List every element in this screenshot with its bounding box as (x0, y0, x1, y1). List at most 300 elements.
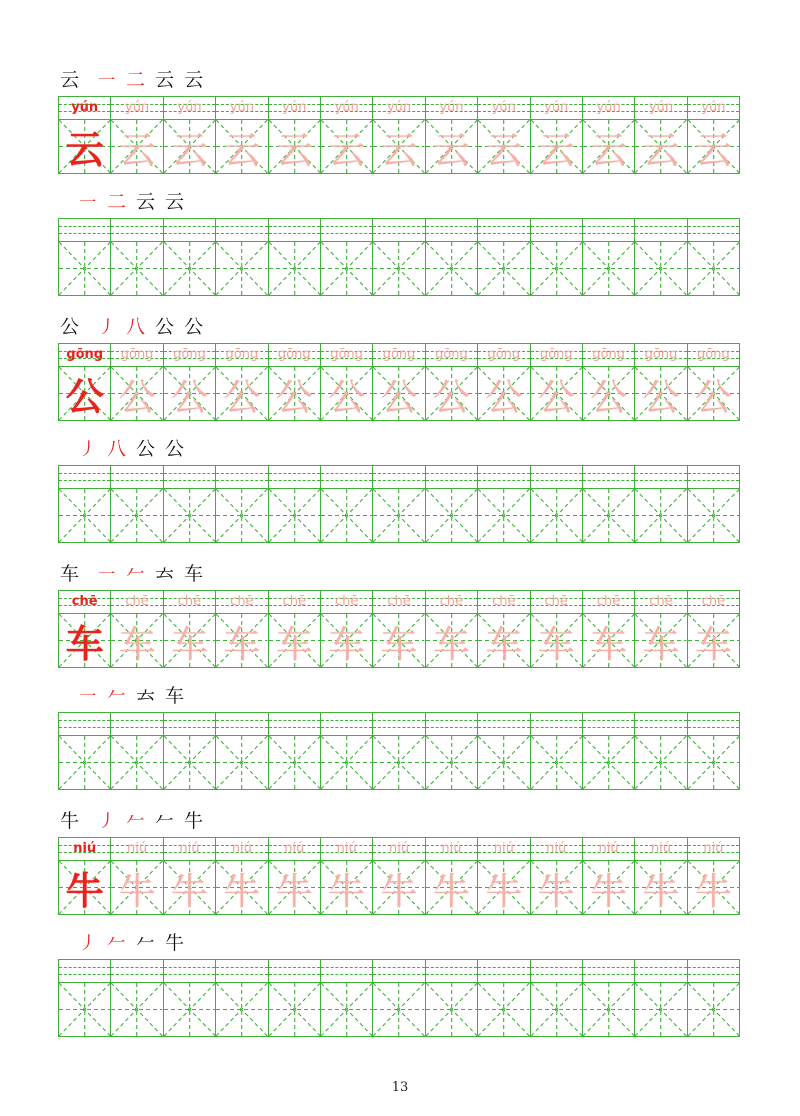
character-box (111, 489, 162, 542)
stroke-order-header (60, 803, 213, 833)
writing-cell[interactable] (215, 591, 267, 667)
writing-cell[interactable] (425, 960, 477, 1036)
writing-cell[interactable] (634, 838, 686, 914)
character-box (583, 242, 634, 295)
pinyin-trace: chē (492, 594, 516, 609)
writing-cell[interactable] (477, 219, 529, 295)
guide-lines (269, 736, 320, 789)
pinyin-trace: yún (491, 100, 516, 115)
pinyin-trace: gōng (487, 347, 521, 362)
guide-lines (583, 489, 634, 542)
tracing-grid (58, 96, 740, 174)
stroke-step: 八 (107, 438, 127, 460)
writing-cell[interactable] (215, 97, 267, 173)
stroke-step: 车 (184, 563, 204, 585)
pinyin-trace: chē (282, 594, 306, 609)
pinyin-band (531, 713, 582, 736)
guide-lines (583, 736, 634, 789)
writing-cell[interactable] (582, 591, 634, 667)
writing-cell[interactable] (59, 960, 110, 1036)
guide-lines (164, 736, 215, 789)
writing-cell[interactable] (582, 713, 634, 789)
writing-cell[interactable] (530, 466, 582, 542)
writing-cell[interactable] (582, 960, 634, 1036)
practice-grid (58, 218, 740, 296)
writing-cell[interactable] (215, 344, 267, 420)
writing-cell[interactable] (372, 591, 424, 667)
trace-character: 牛 (694, 869, 732, 913)
tracing-grid (58, 590, 740, 668)
guide-lines (373, 242, 424, 295)
writing-cell[interactable] (59, 591, 110, 667)
writing-cell[interactable] (477, 97, 529, 173)
writing-cell[interactable] (582, 344, 634, 420)
writing-cell[interactable] (530, 713, 582, 789)
pinyin-trace: gōng (382, 347, 416, 362)
writing-cell[interactable] (163, 838, 215, 914)
pinyin-band (164, 466, 215, 489)
trace-character: 云 (642, 128, 680, 172)
pinyin-trace: yún (229, 100, 254, 115)
writing-cell[interactable] (425, 838, 477, 914)
pinyin-band (59, 960, 110, 983)
pinyin-trace: niú (441, 841, 462, 856)
guide-lines (583, 983, 634, 1036)
writing-cell[interactable] (59, 838, 110, 914)
trace-character: 云 (537, 128, 575, 172)
practice-grid (58, 712, 740, 790)
trace-character: 车 (642, 622, 680, 666)
writing-cell[interactable] (59, 466, 110, 542)
character-box (635, 489, 686, 542)
pinyin-band (426, 466, 477, 489)
character-box (111, 736, 162, 789)
stroke-step: ㇓ (78, 438, 98, 460)
writing-cell[interactable] (320, 344, 372, 420)
writing-cell[interactable] (268, 713, 320, 789)
trace-character: 云 (694, 128, 732, 172)
guide-lines (111, 983, 162, 1036)
pinyin-band (111, 960, 162, 983)
character-box (583, 983, 634, 1036)
writing-cell[interactable] (425, 713, 477, 789)
guide-lines (321, 242, 372, 295)
writing-cell[interactable] (110, 960, 162, 1036)
writing-cell[interactable] (320, 960, 372, 1036)
character-box (688, 736, 739, 789)
pinyin-trace: niú (336, 841, 357, 856)
writing-cell[interactable] (110, 591, 162, 667)
pinyin-trace: yún (125, 100, 150, 115)
stroke-order-practice-header (78, 184, 194, 214)
writing-cell[interactable] (163, 466, 215, 542)
writing-cell[interactable] (268, 838, 320, 914)
writing-cell[interactable] (320, 713, 372, 789)
character-box (531, 242, 582, 295)
stroke-step: 二 (107, 191, 127, 213)
writing-cell[interactable] (425, 344, 477, 420)
pinyin-trace: chē (596, 594, 621, 609)
writing-cell[interactable] (582, 219, 634, 295)
writing-cell[interactable] (110, 838, 162, 914)
guide-lines (426, 983, 477, 1036)
character-box (426, 983, 477, 1036)
pinyin-band (478, 219, 529, 242)
pinyin-band (583, 466, 634, 489)
stroke-order-header (60, 62, 213, 92)
stroke-step: 𠂉 (155, 810, 175, 832)
guide-lines (269, 489, 320, 542)
guide-lines (688, 242, 739, 295)
writing-cell[interactable] (477, 344, 529, 420)
guide-lines (478, 983, 529, 1036)
practice-grid (58, 959, 740, 1037)
trace-character: 公 (432, 375, 470, 419)
pinyin-band (583, 713, 634, 736)
writing-cell[interactable] (372, 960, 424, 1036)
writing-cell[interactable] (530, 97, 582, 173)
writing-cell[interactable] (687, 838, 739, 914)
character-box (478, 983, 529, 1036)
pinyin-band (111, 219, 162, 242)
writing-cell[interactable] (372, 466, 424, 542)
stroke-order-practice-header (78, 678, 194, 708)
character-label: 云 (60, 69, 80, 91)
trace-character: 云 (432, 128, 470, 172)
character-box (426, 736, 477, 789)
pinyin-trace: yún (596, 100, 621, 115)
pinyin-trace: yún (544, 100, 569, 115)
pinyin-trace: chē (125, 594, 149, 609)
character-box (269, 983, 320, 1036)
writing-cell[interactable] (372, 219, 424, 295)
writing-cell[interactable] (320, 97, 372, 173)
guide-lines (635, 489, 686, 542)
writing-cell[interactable] (687, 591, 739, 667)
stroke-step: ㇓ (97, 316, 117, 338)
writing-cell[interactable] (425, 219, 477, 295)
guide-lines (321, 489, 372, 542)
writing-cell[interactable] (425, 466, 477, 542)
tracing-grid (58, 837, 740, 915)
guide-lines (373, 983, 424, 1036)
writing-cell[interactable] (634, 713, 686, 789)
character-box (164, 736, 215, 789)
writing-cell[interactable] (163, 960, 215, 1036)
writing-cell[interactable] (687, 97, 739, 173)
writing-cell[interactable] (477, 838, 529, 914)
pinyin-band (635, 713, 686, 736)
pinyin-trace: gōng (592, 347, 625, 362)
trace-character: 云 (328, 128, 366, 172)
stroke-step: 云 (165, 191, 185, 213)
guide-lines (111, 242, 162, 295)
practice-grid (58, 465, 740, 543)
pinyin-band (478, 960, 529, 983)
writing-cell[interactable] (634, 960, 686, 1036)
trace-character: 云 (170, 128, 208, 172)
stroke-step: 𠂉 (136, 932, 156, 954)
pinyin-trace: niú (703, 841, 724, 856)
writing-cell[interactable] (687, 344, 739, 420)
pinyin-trace: niú (650, 841, 672, 856)
trace-character: 车 (170, 622, 208, 666)
writing-cell[interactable] (268, 97, 320, 173)
pinyin-trace: chē (439, 594, 464, 609)
character-box (373, 736, 424, 789)
character-box (164, 242, 215, 295)
writing-cell[interactable] (634, 591, 686, 667)
writing-cell[interactable] (163, 344, 215, 420)
pinyin-band (269, 713, 320, 736)
guide-lines (59, 489, 110, 542)
character-box (216, 736, 267, 789)
writing-cell[interactable] (268, 219, 320, 295)
guide-lines (269, 242, 320, 295)
trace-character: 云 (223, 128, 261, 172)
pinyin-label: yún (71, 100, 99, 115)
trace-character: 公 (590, 375, 628, 419)
guide-lines (426, 489, 477, 542)
guide-lines (478, 242, 529, 295)
pinyin-band (111, 713, 162, 736)
writing-cell[interactable] (477, 591, 529, 667)
guide-lines (321, 736, 372, 789)
writing-cell[interactable] (477, 713, 529, 789)
guide-lines (531, 736, 582, 789)
guide-lines (164, 489, 215, 542)
trace-character: 公 (118, 375, 156, 419)
stroke-step: 八 (126, 316, 146, 338)
trace-character: 公 (537, 375, 575, 419)
writing-cell[interactable] (215, 219, 267, 295)
stroke-order-practice-header (78, 431, 194, 461)
writing-cell[interactable] (320, 591, 372, 667)
writing-cell[interactable] (163, 97, 215, 173)
trace-character: 牛 (328, 869, 366, 913)
pinyin-trace: chē (649, 594, 673, 609)
stroke-step: 牛 (184, 810, 204, 832)
writing-cell[interactable] (530, 219, 582, 295)
trace-character: 牛 (590, 869, 628, 913)
stroke-order-practice-header (78, 925, 194, 955)
writing-cell[interactable] (110, 713, 162, 789)
pinyin-trace: yún (386, 100, 412, 115)
pinyin-trace: gōng (173, 347, 206, 362)
writing-cell[interactable] (372, 713, 424, 789)
guide-lines (164, 242, 215, 295)
writing-cell[interactable] (687, 713, 739, 789)
stroke-step: 公 (165, 438, 185, 460)
character-box (216, 983, 267, 1036)
writing-cell[interactable] (477, 960, 529, 1036)
writing-cell[interactable] (320, 838, 372, 914)
pinyin-band (531, 219, 582, 242)
writing-cell[interactable] (372, 97, 424, 173)
pinyin-band (531, 960, 582, 983)
writing-cell[interactable] (110, 219, 162, 295)
pinyin-band (688, 960, 739, 983)
guide-lines (531, 983, 582, 1036)
character-box (373, 983, 424, 1036)
writing-cell[interactable] (110, 466, 162, 542)
trace-character: 车 (380, 622, 418, 666)
writing-cell[interactable] (59, 97, 110, 173)
character-box (269, 489, 320, 542)
pinyin-trace: yún (334, 100, 359, 115)
stroke-step: ㇐ (78, 191, 98, 213)
pinyin-trace: gōng (644, 347, 678, 362)
pinyin-band (164, 960, 215, 983)
writing-cell[interactable] (634, 466, 686, 542)
writing-cell[interactable] (477, 466, 529, 542)
guide-lines (688, 983, 739, 1036)
trace-character: 公 (380, 375, 418, 419)
writing-cell[interactable] (163, 219, 215, 295)
pinyin-trace: gōng (120, 347, 154, 362)
writing-cell[interactable] (582, 838, 634, 914)
trace-character: 车 (590, 622, 628, 666)
writing-cell[interactable] (530, 591, 582, 667)
character-box (216, 489, 267, 542)
guide-lines (111, 489, 162, 542)
guide-lines (478, 736, 529, 789)
pinyin-band (321, 219, 372, 242)
trace-character: 车 (118, 622, 156, 666)
guide-lines (531, 242, 582, 295)
writing-cell[interactable] (59, 344, 110, 420)
writing-cell[interactable] (634, 219, 686, 295)
pinyin-band (635, 960, 686, 983)
character-label: 牛 (60, 810, 80, 832)
writing-cell[interactable] (530, 344, 582, 420)
pinyin-trace: yún (701, 100, 726, 115)
writing-cell[interactable] (320, 219, 372, 295)
character-label: 车 (60, 563, 80, 585)
writing-cell[interactable] (372, 838, 424, 914)
writing-cell[interactable] (163, 591, 215, 667)
trace-character: 公 (485, 375, 523, 419)
writing-cell[interactable] (268, 960, 320, 1036)
trace-character: 公 (170, 375, 208, 419)
pinyin-trace: yún (648, 100, 674, 115)
pinyin-trace: gōng (539, 347, 573, 362)
pinyin-band (688, 713, 739, 736)
character-box (59, 736, 110, 789)
pinyin-band (216, 713, 267, 736)
writing-cell[interactable] (110, 97, 162, 173)
trace-character: 公 (223, 375, 261, 419)
writing-cell[interactable] (530, 960, 582, 1036)
character-box (111, 983, 162, 1036)
pinyin-band (478, 466, 529, 489)
writing-cell[interactable] (268, 591, 320, 667)
writing-cell[interactable] (59, 219, 110, 295)
character-box (635, 242, 686, 295)
writing-cell[interactable] (268, 344, 320, 420)
pinyin-trace: gōng (435, 347, 468, 362)
character-box (164, 489, 215, 542)
guide-lines (321, 983, 372, 1036)
writing-cell[interactable] (687, 960, 739, 1036)
trace-character: 车 (223, 622, 261, 666)
writing-cell[interactable] (425, 97, 477, 173)
guide-lines (111, 736, 162, 789)
writing-cell[interactable] (425, 591, 477, 667)
writing-cell[interactable] (634, 344, 686, 420)
character-box (478, 736, 529, 789)
character-box (164, 983, 215, 1036)
trace-character: 云 (485, 128, 523, 172)
pinyin-trace: chē (544, 594, 568, 609)
character-box (635, 983, 686, 1036)
writing-cell[interactable] (215, 838, 267, 914)
pinyin-trace: niú (179, 841, 200, 856)
character-box (531, 983, 582, 1036)
pinyin-trace: niú (231, 841, 252, 856)
pinyin-band (426, 960, 477, 983)
stroke-step: ㇐ (97, 69, 117, 91)
writing-cell[interactable] (320, 466, 372, 542)
writing-cell[interactable] (634, 97, 686, 173)
writing-cell[interactable] (582, 466, 634, 542)
writing-cell[interactable] (268, 466, 320, 542)
writing-cell[interactable] (59, 713, 110, 789)
pinyin-band (373, 713, 424, 736)
trace-character: 车 (694, 622, 732, 666)
trace-character: 牛 (118, 869, 156, 913)
guide-lines (635, 736, 686, 789)
guide-lines (216, 242, 267, 295)
pinyin-band (59, 466, 110, 489)
writing-cell[interactable] (110, 344, 162, 420)
pinyin-band (59, 713, 110, 736)
pinyin-band (373, 219, 424, 242)
trace-character: 公 (275, 375, 313, 419)
pinyin-trace: niú (127, 841, 148, 856)
pinyin-band (688, 466, 739, 489)
writing-cell[interactable] (215, 713, 267, 789)
writing-cell[interactable] (372, 344, 424, 420)
trace-character: 云 (380, 128, 418, 172)
writing-cell[interactable] (215, 960, 267, 1036)
pinyin-trace: gōng (225, 347, 259, 362)
character-box (59, 489, 110, 542)
character-box (583, 489, 634, 542)
trace-character: 公 (328, 375, 366, 419)
guide-lines (635, 242, 686, 295)
writing-cell[interactable] (687, 219, 739, 295)
writing-cell[interactable] (687, 466, 739, 542)
trace-character: 车 (328, 622, 366, 666)
guide-lines (531, 489, 582, 542)
stroke-step: 公 (155, 316, 175, 338)
pinyin-trace: niú (546, 841, 567, 856)
character-label: 公 (60, 316, 80, 338)
stroke-step: 公 (136, 438, 156, 460)
trace-character: 牛 (537, 869, 575, 913)
writing-cell[interactable] (530, 838, 582, 914)
pinyin-band (216, 466, 267, 489)
character-box (321, 242, 372, 295)
character-box (111, 242, 162, 295)
guide-lines (373, 736, 424, 789)
writing-cell[interactable] (163, 713, 215, 789)
writing-cell[interactable] (582, 97, 634, 173)
trace-character: 车 (485, 622, 523, 666)
writing-cell[interactable] (215, 466, 267, 542)
guide-lines (583, 242, 634, 295)
